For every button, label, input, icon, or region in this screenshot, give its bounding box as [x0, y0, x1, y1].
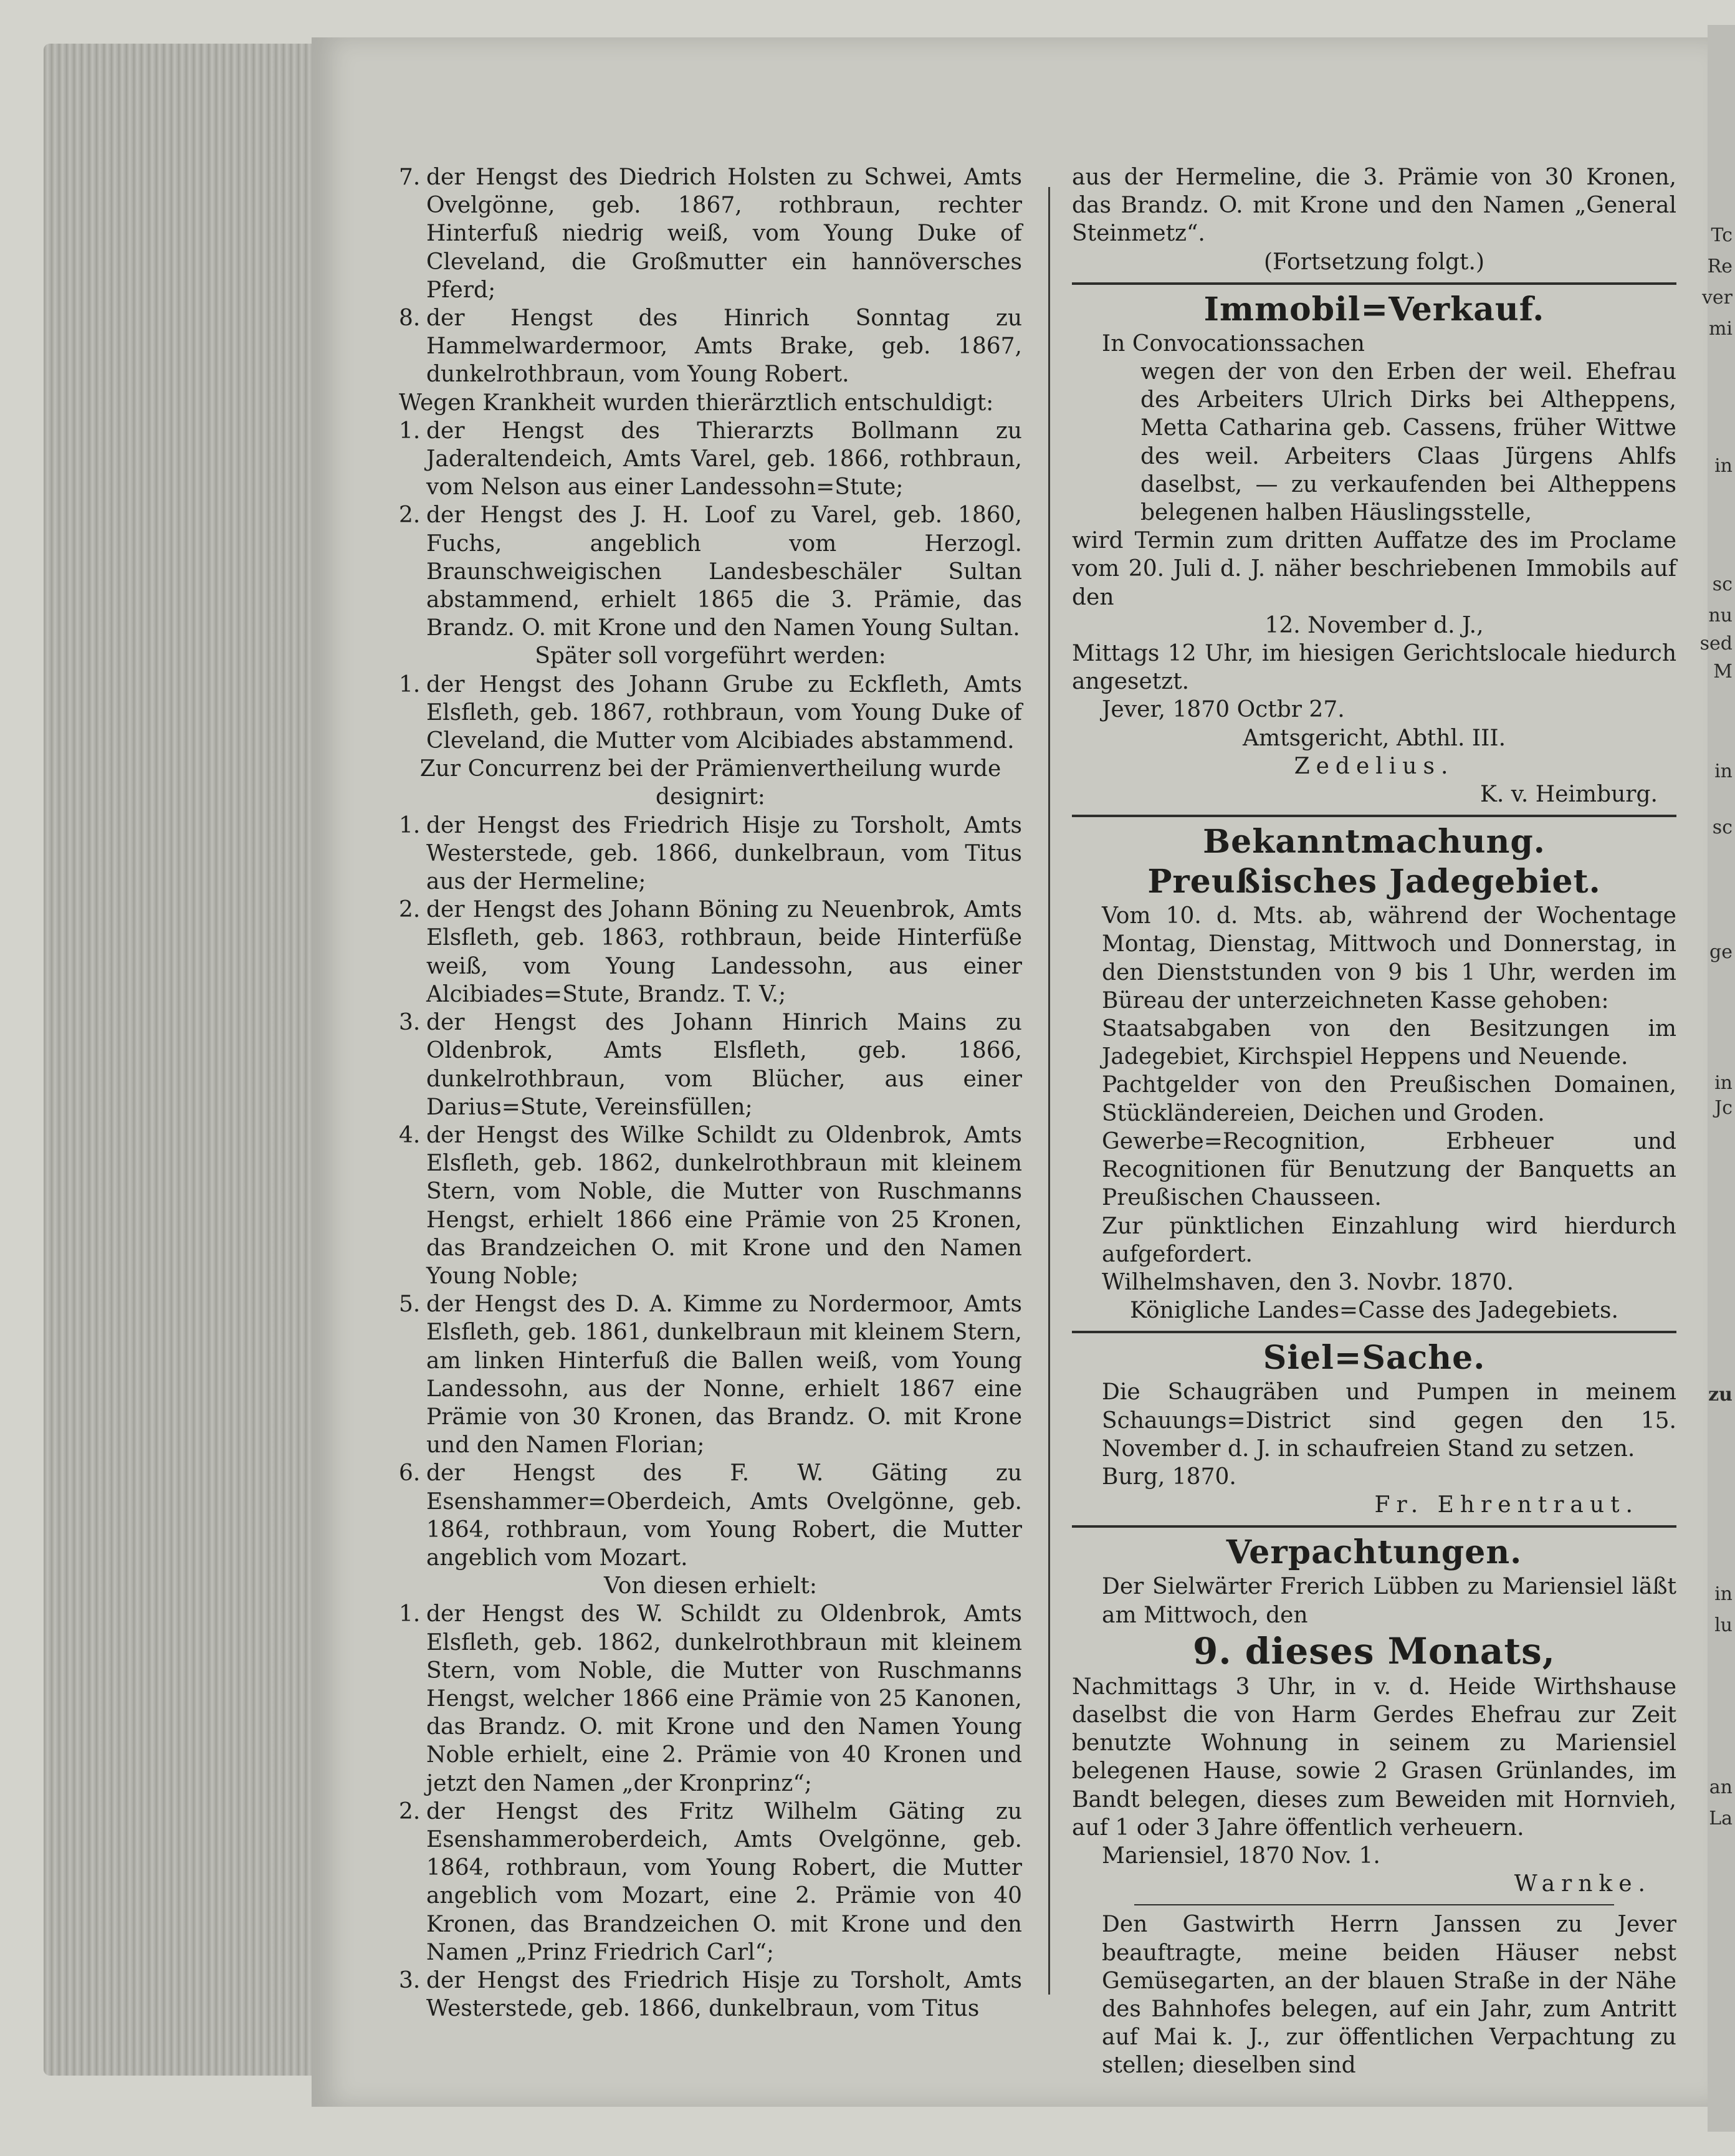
- item-text: der Hengst des Fritz Wilhelm Gäting zu Esenshammeroberdeich, Amts Ovelgönne, geb. 1864, rothbraun, vom Young Robert, die Mutter angeblich vom Mozart, eine 2. Prämie von 40 Kronen, das Brandzeichen O. mit Krone und den Namen „Prinz Friedrich Carl“;: [426, 1798, 1022, 1965]
- list-item: [399, 671, 1022, 755]
- item-number: 2.: [399, 1798, 421, 1824]
- immobil-signature2: K. v. Heimburg.: [1479, 782, 1658, 808]
- list-item: [399, 417, 1022, 502]
- item-number: 1.: [399, 812, 421, 838]
- item-number: 3.: [399, 1968, 421, 1993]
- margin-fragment: Tc: [1711, 224, 1733, 246]
- margin-fragment: ver: [1701, 287, 1733, 309]
- bekanntmachung-p2: Pachtgelder von den Preußischen Domainen, Stückländereien, Deichen und Groden.: [1102, 1072, 1676, 1126]
- item-text: der Hengst des Wilke Schildt zu Oldenbrok, Amts Elsfleth, geb. 1862, dunkelrothbraun mit kleinem Stern, vom Noble, die Mutter von Ruschmanns Hengst, erhielt 1866 eine Prämie von 25 Kronen, das Brandzeichen O. mit Krone und den Namen Young Noble;: [426, 1122, 1022, 1289]
- margin-fragment: in: [1714, 455, 1733, 477]
- section-heading: Von diesen erhielt:: [604, 1573, 817, 1599]
- column-divider: [1048, 187, 1050, 1995]
- immobil-line1: In Convocationssachen: [1102, 330, 1365, 357]
- item-number: 7.: [399, 165, 421, 190]
- left-column: [399, 163, 1022, 2023]
- bekanntmachung-place-date: Wilhelmshaven, den 3. Novbr. 1870.: [1102, 1269, 1514, 1295]
- verpachtungen-signature: Warnke.: [1514, 1871, 1651, 1897]
- margin-fragment: lu: [1714, 1614, 1733, 1636]
- section-rule: [1072, 1331, 1676, 1333]
- margin-fragment: mi: [1708, 318, 1733, 340]
- item-number: 1.: [399, 418, 421, 444]
- siel-signature: Fr. Ehrentraut.: [1374, 1492, 1639, 1518]
- list-item: [399, 1459, 1022, 1572]
- margin-fragment: sc: [1712, 573, 1733, 595]
- section-heading: Wegen Krankheit wurden thierärztlich entschuldigt:: [399, 390, 994, 416]
- list-item: [399, 304, 1022, 389]
- verpachtungen-place-date: Mariensiel, 1870 Nov. 1.: [1102, 1842, 1380, 1869]
- immobil-title: Immobil=Verkauf.: [1203, 290, 1545, 328]
- margin-fragment: an: [1709, 1776, 1733, 1798]
- immobil-place-date: Jever, 1870 Octbr 27.: [1102, 697, 1345, 723]
- bekanntmachung-subtitle: Preußisches Jadegebiet.: [1147, 863, 1601, 901]
- item-text: der Hengst des Johann Hinrich Mains zu Oldenbrok, Amts Elsfleth, geb. 1866, dunkelrothbraun, vom Blücher, aus einer Darius=Stute, Vereinsfüllen;: [426, 1010, 1022, 1120]
- margin-fragment: La: [1709, 1808, 1733, 1829]
- immobil-text2: wird Termin zum dritten Auffatze des im Proclame vom 20. Juli d. J. näher beschriebenen Immobils auf den: [1072, 528, 1676, 610]
- item-text: der Hengst des Diedrich Holsten zu Schwei, Amts Ovelgönne, geb. 1867, rothbraun, rechter Hinterfuß niedrig weiß, vom Young Duke of Cleveland, die Großmutter ein hannöversches Pferd;: [426, 165, 1022, 303]
- verpachtungen-body: Nachmittags 3 Uhr, in v. d. Heide Wirthshause daselbst die von Harm Gerdes Ehefrau zur Zeit benutzte Wohnung in seinem zu Mariensiel belegenen Hause, sowie 2 Grasen Grünlandes, im Bandt belegen, dieses zum Beweiden mit Hornvieh, auf 1 oder 3 Jahre öffentlich verheuern.: [1072, 1674, 1676, 1841]
- margin-fragment: in: [1714, 1583, 1733, 1605]
- margin-fragment: in: [1714, 1072, 1733, 1094]
- list-item: [399, 1290, 1022, 1459]
- immobil-signature: Zedelius.: [1294, 753, 1455, 779]
- item-text: der Hengst des Hinrich Sonntag zu Hammelwardermoor, Amts Brake, geb. 1867, dunkelrothbraun, vom Young Robert.: [426, 305, 1022, 388]
- siel-place-date: Burg, 1870.: [1102, 1464, 1236, 1490]
- margin-fragment: sed: [1699, 633, 1733, 654]
- immobil-body: wegen der von den Erben der weil. Ehefrau des Arbeiters Ulrich Dirks bei Altheppens, Metta Catharina geb. Cassens, früher Wittwe des weil. Arbeiters Claas Jürgens Ahlfs daselbst, — zu verkaufenden bei Altheppens belegenen halben Häuslingsstelle,: [1140, 359, 1676, 526]
- item-text: der Hengst des Thierarzts Bollmann zu Jaderaltendeich, Amts Varel, geb. 1866, rothbraun, vom Nelson aus einer Landessohn=Stute;: [426, 418, 1022, 501]
- item-number: 1.: [399, 671, 421, 697]
- list-item: [399, 501, 1022, 642]
- margin-fragment: Jc: [1714, 1097, 1733, 1119]
- item-number: 2.: [399, 897, 421, 923]
- item-number: 1.: [399, 1601, 421, 1627]
- section-rule: [1134, 1904, 1614, 1905]
- margin-fragment: in: [1714, 760, 1733, 782]
- list-item: [399, 163, 1022, 304]
- item-number: 4.: [399, 1122, 421, 1148]
- margin-fragment: Re: [1707, 256, 1733, 277]
- verpachtungen-last: Den Gastwirth Herrn Janssen zu Jever beauftragte, meine beiden Häuser nebst Gemüsegarten, an der blauen Straße in der Nähe des Bahnhofes belegen, auf ein Jahr, zum Antritt auf Mai k. J., zur öffentlichen Verpachtung zu stellen; dieselben sind: [1102, 1912, 1676, 2079]
- list-item: [399, 812, 1022, 896]
- list-item: [399, 1600, 1022, 1797]
- bekanntmachung-p1: Staatsabgaben von den Besitzungen im Jadegebiet, Kirchspiel Heppens und Neuende.: [1102, 1016, 1676, 1070]
- next-page-strip: [1699, 25, 1735, 2132]
- to-be-continued: (Fortsetzung folgt.): [1264, 249, 1484, 275]
- section-heading: Später soll vorgeführt werden:: [535, 643, 886, 669]
- margin-fragment: sc: [1712, 817, 1733, 838]
- item-text: der Hengst des Friedrich Hisje zu Torsholt, Amts Westerstede, geb. 1866, dunkelbraun, vom Titus: [426, 1968, 1022, 2022]
- item-number: 8.: [399, 305, 421, 332]
- immobil-court: Amtsgericht, Abthl. III.: [1242, 725, 1506, 751]
- bekanntmachung-title: Bekanntmachung.: [1203, 823, 1546, 861]
- margin-fragment: M: [1713, 661, 1733, 683]
- item-number: 6.: [399, 1460, 421, 1487]
- item-text: der Hengst des F. W. Gäting zu Esenshammer=Oberdeich, Amts Ovelgönne, geb. 1864, rothbraun, vom Young Robert, die Mutter angeblich vom Mozart.: [426, 1460, 1022, 1571]
- continuation-text: aus der Hermeline, die 3. Prämie von 30 Kronen, das Brandz. O. mit Krone und den Namen „General Steinmetz“.: [1072, 165, 1676, 247]
- bekanntmachung-p4: Zur pünktlichen Einzahlung wird hierdurch aufgefordert.: [1102, 1213, 1676, 1267]
- list-item: [399, 896, 1022, 1009]
- right-column: [1072, 163, 1676, 2080]
- item-number: 5.: [399, 1291, 421, 1318]
- book-page-edges: [44, 44, 318, 2076]
- verpachtungen-title: Verpachtungen.: [1226, 1533, 1522, 1572]
- item-text: der Hengst des Johann Böning zu Neuenbrok, Amts Elsfleth, geb. 1863, rothbraun, beide Hinterfüße weiß, vom Young Landessohn, aus einer Alcibiades=Stute, Brandz. T. V.;: [426, 897, 1022, 1007]
- list-item: [399, 1967, 1022, 2023]
- list-item: [399, 1121, 1022, 1290]
- section-heading: Zur Concurrenz bei der Prämienvertheilung wurde designirt:: [419, 756, 1001, 810]
- item-text: der Hengst des D. A. Kimme zu Nordermoor, Amts Elsfleth, geb. 1861, dunkelbraun mit kleinem Stern, am linken Hinterfuß die Ballen weiß, vom Young Landessohn, aus der Nonne, erhielt 1867 eine Prämie von 30 Kronen, das Brandz. O. mit Krone und den Namen Florian;: [426, 1291, 1022, 1459]
- item-text: der Hengst des W. Schildt zu Oldenbrok, Amts Elsfleth, geb. 1862, dunkelrothbraun mit kleinem Stern, vom Noble, die Mutter von Ruschmanns Hengst, welcher 1866 eine Prämie von 25 Kanonen, das Brandz. O. mit Krone und den Namen Young Noble erhielt, eine 2. Prämie von 40 Kronen und jetzt den Namen „der Kronprinz“;: [426, 1601, 1022, 1796]
- list-item: [399, 1798, 1022, 1967]
- siel-body: Die Schaugräben und Pumpen in meinem Schauungs=District sind gegen den 15. November d. J. in schaufreien Stand zu setzen.: [1102, 1379, 1676, 1462]
- bekanntmachung-intro: Vom 10. d. Mts. ab, während der Wochentage Montag, Dienstag, Mittwoch und Donnerstag, in den Dienststunden von 9 bis 1 Uhr, werden im Büreau der unterzeichneten Kasse gehoben:: [1102, 903, 1676, 1013]
- item-text: der Hengst des Johann Grube zu Eckfleth, Amts Elsfleth, geb. 1867, rothbraun, vom Young Duke of Cleveland, die Mutter vom Alcibiades abstammend.: [426, 671, 1022, 754]
- section-rule: [1072, 815, 1676, 817]
- bekanntmachung-p3: Gewerbe=Recognition, Erbheuer und Recognitionen für Benutzung der Banquetts an Preußischen Chausseen.: [1102, 1128, 1676, 1211]
- bekanntmachung-office: Königliche Landes=Casse des Jadegebiets.: [1130, 1298, 1618, 1324]
- immobil-date: 12. November d. J.,: [1264, 612, 1484, 638]
- item-text: der Hengst des Friedrich Hisje zu Torsholt, Amts Westerstede, geb. 1866, dunkelbraun, vom Titus aus der Hermeline;: [426, 812, 1022, 895]
- list-item: [399, 1009, 1022, 1121]
- margin-fragment: zu: [1708, 1384, 1733, 1406]
- section-rule: [1072, 282, 1676, 285]
- verpachtungen-date: 9. dieses Monats,: [1193, 1629, 1556, 1672]
- item-number: 2.: [399, 502, 421, 529]
- verpachtungen-intro: Der Sielwärter Frerich Lübben zu Mariensiel läßt am Mittwoch, den: [1102, 1574, 1676, 1628]
- margin-fragment: ge: [1709, 941, 1733, 963]
- item-number: 3.: [399, 1010, 421, 1036]
- section-rule: [1072, 1525, 1676, 1528]
- immobil-text3: Mittags 12 Uhr, im hiesigen Gerichtslocale hiedurch angesetzt.: [1072, 641, 1676, 695]
- siel-title: Siel=Sache.: [1263, 1339, 1486, 1377]
- margin-fragment: nu: [1708, 605, 1733, 626]
- item-text: der Hengst des J. H. Loof zu Varel, geb. 1860, Fuchs, angeblich vom Herzogl. Braunschweigischen Landesbeschäler Sultan abstammend, erhielt 1865 die 3. Prämie, das Brandz. O. mit Krone und den Namen Young Sultan.: [426, 502, 1022, 641]
